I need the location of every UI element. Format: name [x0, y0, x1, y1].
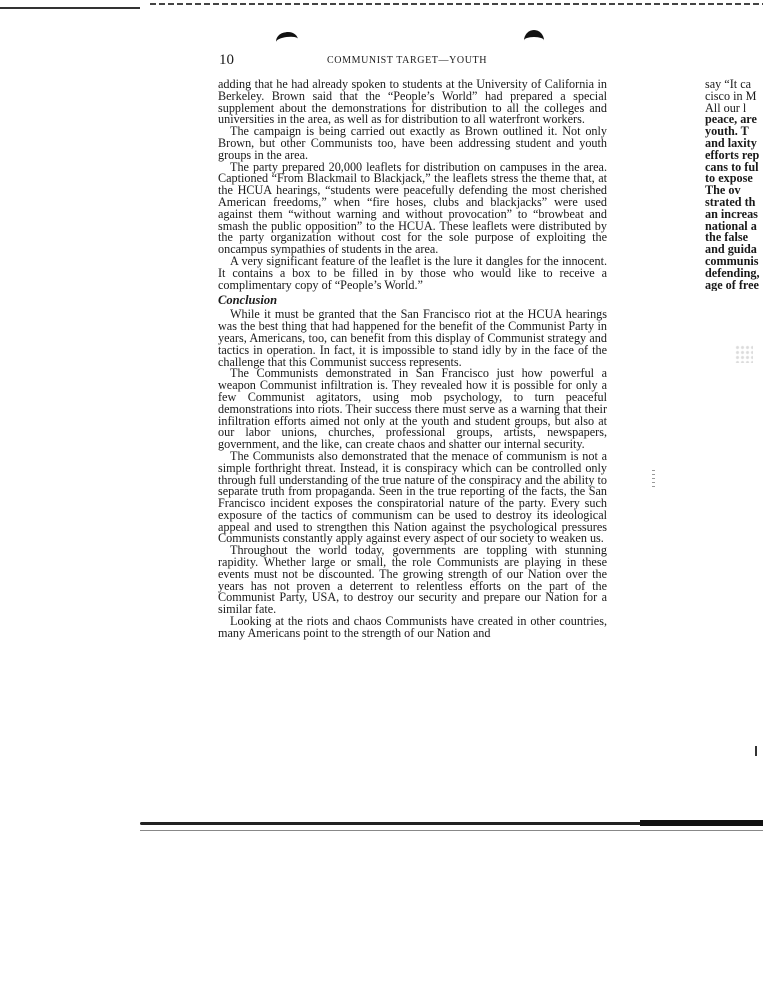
fragment-line: national a: [705, 218, 757, 233]
paragraph: A very significant feature of the leaflet is the lure it dangles for the innocent. It contains a box to be filled in by those who would like to receive a complimentary copy of “People’s World.”: [218, 253, 607, 292]
fragment-line: The ov: [705, 183, 741, 198]
fragment-line: and guida: [705, 242, 757, 257]
fragment-line: All our l: [705, 100, 747, 115]
scan-mark: [755, 746, 760, 756]
scan-smudge-left: [275, 31, 299, 51]
fragment-line: communis: [705, 253, 759, 268]
fragment-line: the false: [705, 230, 748, 245]
fragment-line: defending,: [705, 265, 760, 280]
paragraph-continuation: adding that he had already spoken to students at the University of California in Berkeley. Brown said that the “People’s World” had prepared a special supplement about the demonstrations for distribution to all the colleges and universities in the area, as well as for distribution to all waterfront workers.: [218, 77, 607, 127]
page-header: [219, 54, 606, 70]
paragraph: The Communists demonstrated in San Francisco just how powerful a weapon Communist infiltration is. They revealed how it is possible for only a few Communist agitators, using mob psychology, to turn peaceful demonstrations into riots. Their success there must serve as a warning that their infiltration efforts aimed not only at the youth and student groups, but also at our labor unions, churches, professional groups, artists, newspapers, government, and the like, can create chaos and shatter our internal security.: [218, 366, 607, 452]
gutter-dots: [652, 470, 655, 490]
running-head: COMMUNIST TARGET—YOUTH: [327, 55, 488, 66]
paragraph: The campaign is being carried out exactly as Brown outlined it. Not only Brown, but other Communists too, have been addressing student and youth groups in the area.: [218, 124, 607, 162]
fragment-line: an increas: [705, 206, 758, 221]
bottom-border-thin: [140, 830, 763, 831]
top-border-rule: [0, 7, 140, 9]
fragment-line: cisco in M: [705, 88, 757, 103]
paragraph: The Communists also demonstrated that the menace of communism is not a simple forthright threat. Instead, it is conspiracy which can be controlled only through full understanding of the true nature of the conspiracy and the ability to separate truth from propaganda. Seen in the true reporting of the facts, the San Francisco incident exposes the conspiratorial nature of the party. Every such exposure of the tactics of communism can be used to destroy its ideological appeal and used to strengthen this Nation against the psychological pressures Communists constantly apply against every aspect of our society to weaken us.: [218, 448, 607, 546]
fragment-line: youth. T: [705, 124, 749, 139]
facing-page-fragment: [705, 79, 763, 291]
fragment-line: say “It ca: [705, 79, 752, 91]
fragment-line: age of free: [705, 277, 759, 292]
fragment-line: and laxity: [705, 135, 757, 150]
paragraph: Looking at the riots and chaos Communists have created in other countries, many Americans point to the strength of our Nation and: [218, 614, 607, 640]
fragment-line: efforts rep: [705, 147, 760, 162]
page-number: 10: [219, 52, 234, 68]
fragment-line: strated th: [705, 194, 756, 209]
main-text-column: [218, 79, 607, 640]
paragraph: The party prepared 20,000 leaflets for distribution on campuses in the area. Captioned “From Blackmail to Blackjack,” the leaflets stress the theme that, at the HCUA hearings, “students were peacefully defending the most cherished American freedoms,” when “fire hoses, clubs and blackjacks” were used against them “without warning and without provocation” to “browbeat and smash the public opposition” to the HCUA. These leaflets were distributed by the party organization without cost for the sole purpose of exploiting the oncampus sympathies of students in the area.: [218, 159, 607, 257]
bottom-border-heavy: [640, 820, 763, 826]
section-heading: Conclusion: [218, 293, 278, 308]
fragment-line: cans to ful: [705, 159, 759, 174]
fragment-line: peace, are: [705, 112, 757, 127]
top-dashed-rule: [150, 3, 763, 5]
paragraph: While it must be granted that the San Francisco riot at the HCUA hearings was the best thing that had happened for the benefit of the Communist Party in years, Americans, too, can benefit from this display of Communist strategy and tactics in operation. In fact, it is impossible to stand idly by in the face of the challenge that this Communist success represents.: [218, 307, 607, 369]
scan-smudge-right: [524, 30, 544, 51]
scan-speckle: [735, 345, 753, 363]
fragment-line: to expose: [705, 171, 753, 186]
paragraph: Throughout the world today, governments are toppling with stunning rapidity. Whether large or small, the role Communists are playing in these events must not be discounted. The growing strength of our Nation over the years has not proven a deterrent to relentless efforts on the part of the Communist Party, USA, to destroy our security and prepare our Nation for a similar fate.: [218, 543, 607, 617]
